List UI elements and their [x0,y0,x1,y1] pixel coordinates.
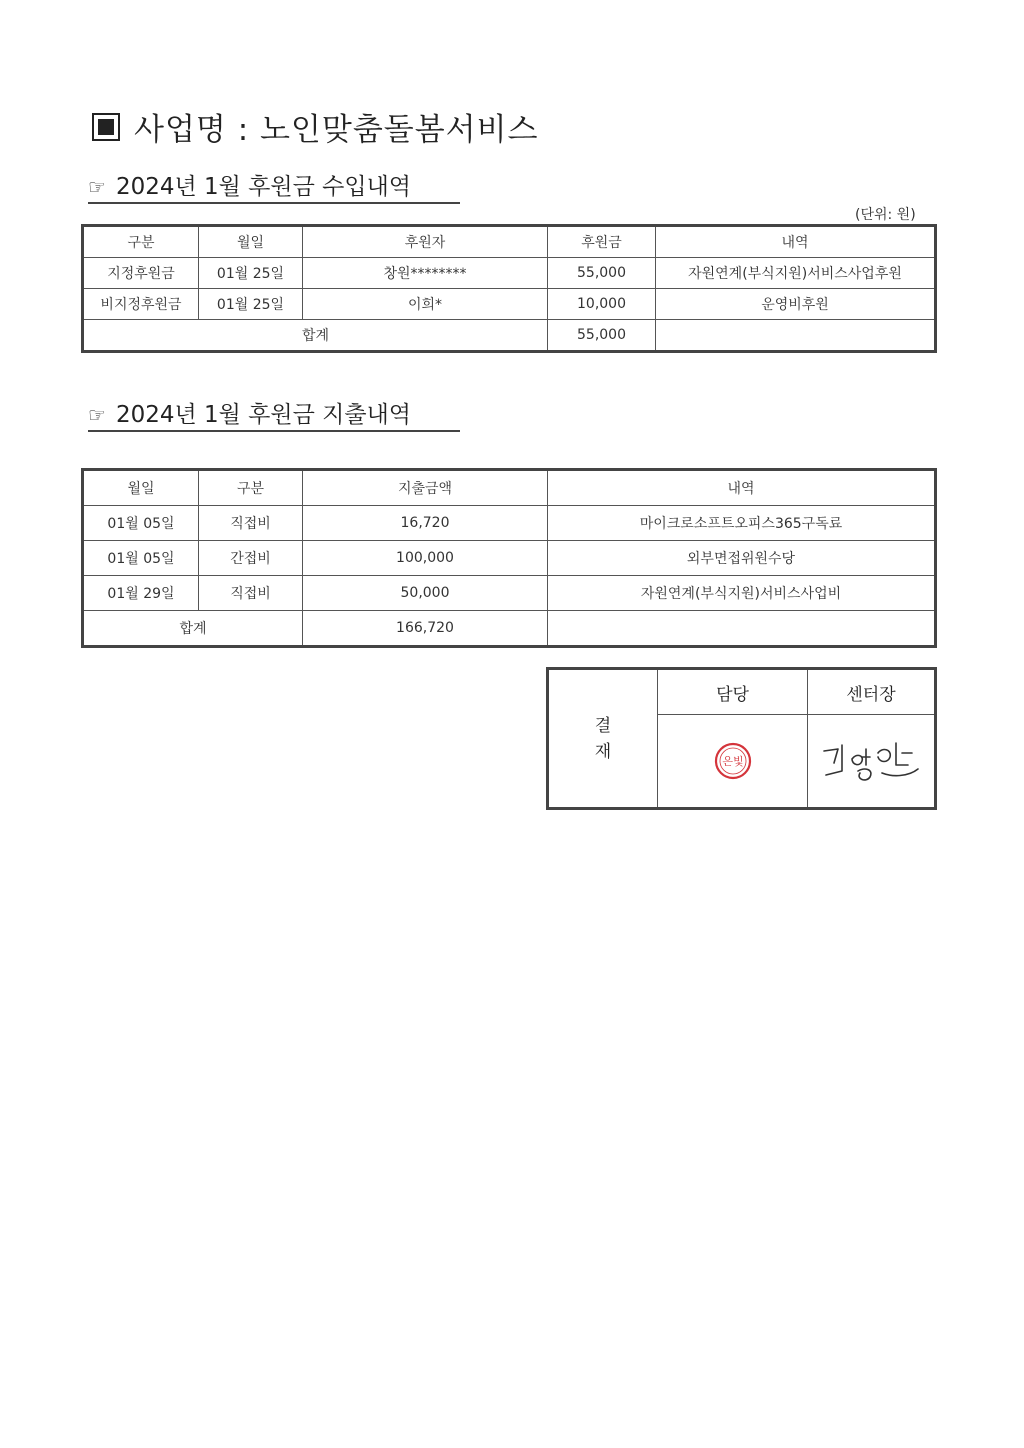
approval-label: 결 재 [548,669,658,809]
total-row [83,611,936,647]
detail-cell: 운영비후원 [656,289,936,320]
amount-cell: 55,000 [548,258,656,289]
category-cell: 직접비 [199,506,303,541]
total-detail [548,611,936,647]
category-cell: 직접비 [199,576,303,611]
unit-label: (단위: 원) [855,207,916,223]
pointing-hand-icon: ☞ [88,175,106,199]
amount-cell: 16,720 [303,506,548,541]
header-cell: 지출금액 [303,470,548,506]
handwritten-signature [812,731,930,791]
approval-header-row [548,669,936,715]
category-cell: 지정후원금 [83,258,199,289]
total-label: 합계 [83,611,303,647]
amount-cell: 50,000 [303,576,548,611]
total-detail [656,320,936,352]
detail-cell: 자원연계(부식지원)서비스사업비 [548,576,936,611]
table-header-row [83,470,936,506]
header-cell: 월일 [199,226,303,258]
header-cell: 내역 [656,226,936,258]
detail-cell: 외부면접위원수당 [548,541,936,576]
square-bullet-icon [92,113,120,141]
sponsor-cell: 이희* [303,289,548,320]
date-cell: 01월 05일 [83,506,199,541]
amount-cell: 100,000 [303,541,548,576]
table-header-row [83,226,936,258]
pointing-hand-icon: ☞ [88,403,106,427]
category-cell: 비지정후원금 [83,289,199,320]
director-signature-cell [808,715,936,809]
detail-cell: 자원연계(부식지원)서비스사업후원 [656,258,936,289]
stamp-text: 은빛 [721,755,744,768]
header-cell: 월일 [83,470,199,506]
date-cell: 01월 29일 [83,576,199,611]
income-table [81,224,937,353]
header-cell: 구분 [199,470,303,506]
date-cell: 01월 05일 [83,541,199,576]
expense-table [81,468,937,648]
table-row [83,541,936,576]
page-title [92,104,539,149]
amount-cell: 10,000 [548,289,656,320]
manager-stamp-cell [658,715,808,809]
detail-cell: 마이크로소프트오피스365구독료 [548,506,936,541]
income-heading: ☞ 2024년 1월 후원금 수입내역 [88,168,460,204]
expense-heading: ☞ 2024년 1월 후원금 지출내역 [88,396,460,432]
header-cell: 구분 [83,226,199,258]
page-title-text: 사업명 : 노인맞춤돌봄서비스 [134,112,539,148]
total-amount: 166,720 [303,611,548,647]
sponsor-cell: 창원******** [303,258,548,289]
total-row [83,320,936,352]
table-row [83,258,936,289]
date-cell: 01월 25일 [199,258,303,289]
table-row [83,506,936,541]
director-header: 센터장 [808,669,936,715]
header-cell: 후원자 [303,226,548,258]
table-row [83,289,936,320]
total-amount: 55,000 [548,320,656,352]
category-cell: 간접비 [199,541,303,576]
manager-header: 담당 [658,669,808,715]
date-cell: 01월 25일 [199,289,303,320]
header-cell: 내역 [548,470,936,506]
header-cell: 후원금 [548,226,656,258]
approval-table [546,667,937,810]
red-seal-stamp [713,741,753,781]
table-row [83,576,936,611]
total-label: 합계 [83,320,548,352]
